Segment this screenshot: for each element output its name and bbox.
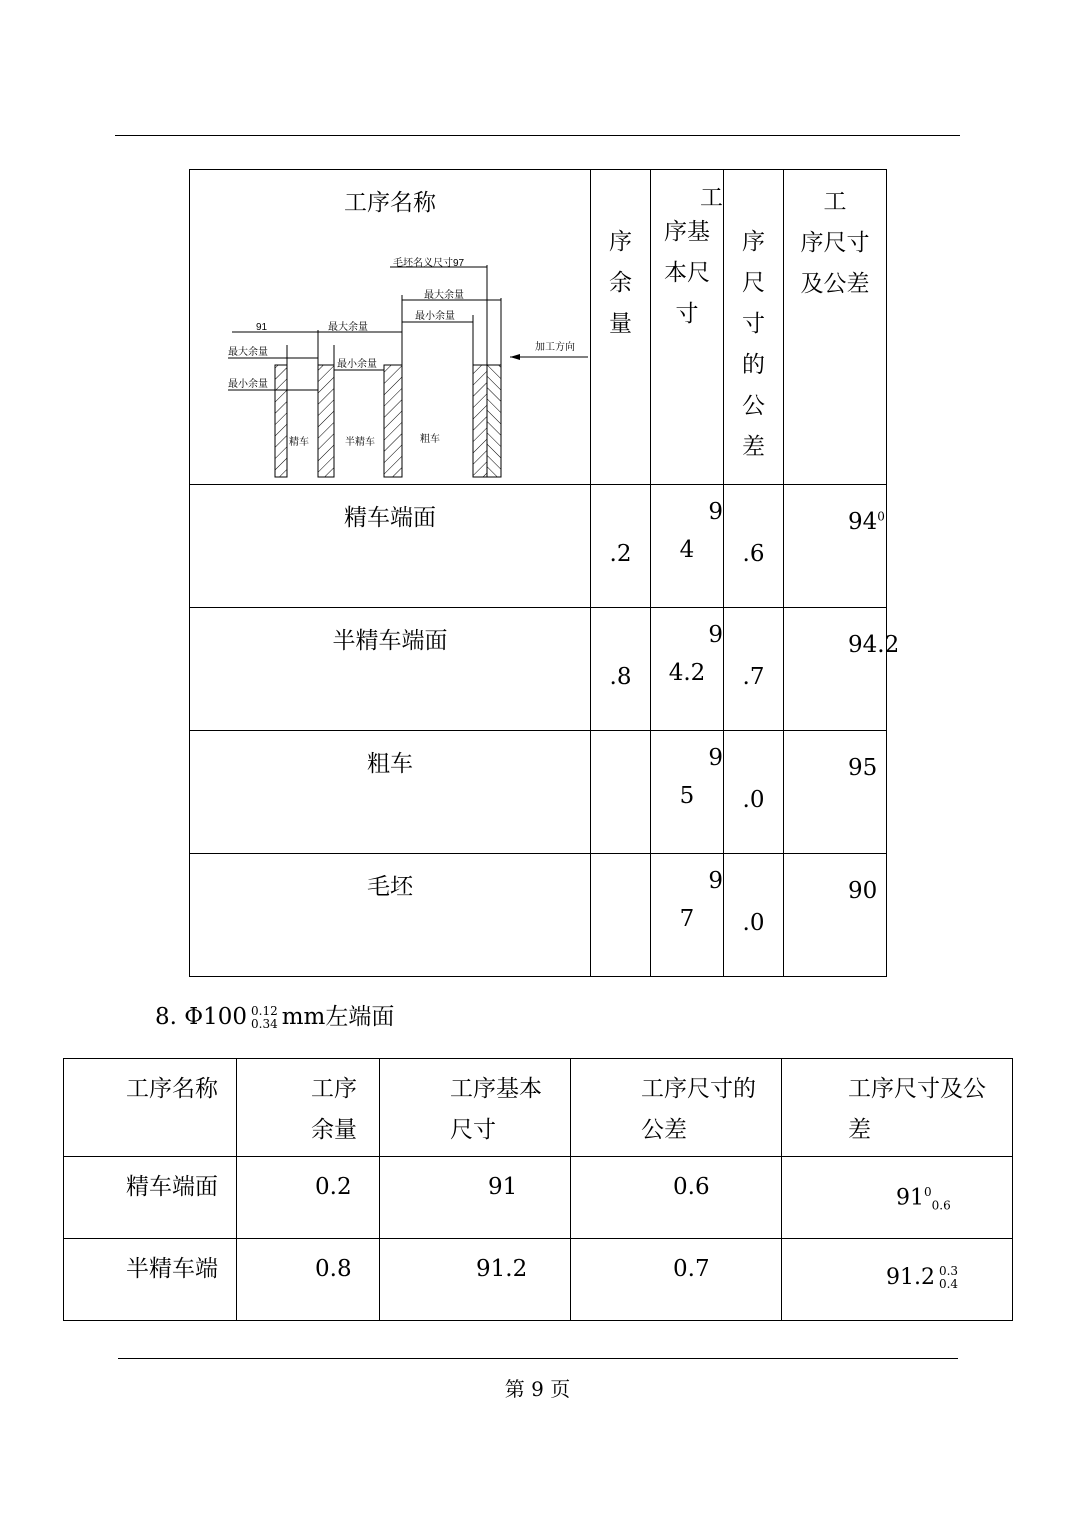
t2-header-tol: 工序尺寸的 公差 xyxy=(571,1059,782,1157)
wall-rough xyxy=(384,365,402,477)
label-min-allow-3: 最小余量 xyxy=(415,311,455,322)
label-rough: 粗车 xyxy=(420,434,440,445)
machining-allowance-diagram xyxy=(190,170,591,485)
label-semi-finish: 半精车 xyxy=(345,437,375,448)
label-finish: 精车 xyxy=(289,437,309,448)
label-max-allow-2: 最大余量 xyxy=(328,322,368,333)
wall-finish xyxy=(275,365,287,477)
t2-header-result: 工序尺寸及公 差 xyxy=(782,1059,1013,1157)
footer-rule xyxy=(118,1358,958,1359)
header-name-cell xyxy=(190,170,591,485)
page-number: 第 9 页 xyxy=(504,1377,571,1401)
label-max-allow-3: 最大余量 xyxy=(424,290,464,301)
header-basic-size: 工 序基 本尺 寸 xyxy=(651,170,724,485)
table-row: 毛坯 9 7 .0 90 xyxy=(190,854,887,977)
process-table-2 xyxy=(63,1058,1013,1321)
header-tolerance: 序 尺 寸 的 公 差 xyxy=(724,170,784,485)
table-row: 精车端面 .2 9 4 .6 $94^0$ xyxy=(190,485,887,608)
process-table-1 xyxy=(189,169,900,977)
wall-semi xyxy=(318,365,334,477)
section-caption xyxy=(155,998,394,1031)
wall-blank-a xyxy=(473,365,487,477)
table-row: 半精车端面 .8 9 4.2 .7 94.2 xyxy=(190,608,887,731)
table-row: 精车端面 0.2 91 0.6 $91^0_{0.6}$ xyxy=(64,1157,1013,1239)
caption-tolerance: 0.12 0.34 xyxy=(251,1004,278,1031)
label-91: 91 xyxy=(256,322,268,333)
label-max-allow-1: 最大余量 xyxy=(228,347,268,358)
t2-header-name: 工序名称 xyxy=(64,1059,237,1157)
header-allowance: 序 余 量 xyxy=(591,170,651,485)
table-row: 粗车 9 5 .0 95 xyxy=(190,731,887,854)
table-row: 半精车端 0.8 91.2 0.7 91.2 0.3 0.4 xyxy=(64,1239,1013,1321)
header-name: 工序名称 xyxy=(344,190,436,216)
header-size-and-tolerance: 工 序尺寸 及公差 xyxy=(784,170,887,485)
caption-suffix: mm左端面 xyxy=(281,1004,395,1030)
t2-header-basic: 工序基本 尺寸 xyxy=(380,1059,571,1157)
header-rule xyxy=(115,135,960,136)
label-min-allow-2: 最小余量 xyxy=(337,359,377,370)
caption-prefix: 8. Φ100 xyxy=(155,1004,248,1030)
wall-blank-b xyxy=(487,365,501,477)
label-min-allow-1: 最小余量 xyxy=(228,379,268,390)
label-direction: 加工方向 xyxy=(535,342,575,353)
t2-header-allowance: 工序 余量 xyxy=(237,1059,380,1157)
label-blank-nominal: 毛坯名义尺寸97 xyxy=(393,258,465,269)
